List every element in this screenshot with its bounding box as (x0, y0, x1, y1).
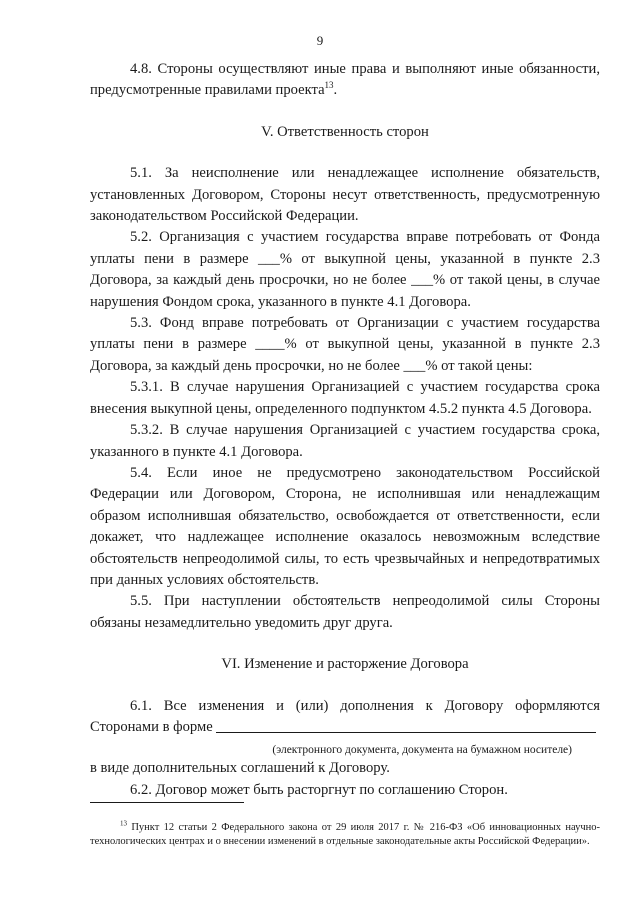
form-hint: (электронного документа, документа на бумажном носителе) (272, 744, 572, 757)
footnote-text: Пункт 12 статьи 2 Федерального закона от 29 июля 2017 г. № 216-ФЗ «Об инновационных научно-технологических центрах и о внесении изменений в отдельные законодательные акты Российской Федерации». (90, 821, 600, 847)
clause-6-1-tail: в виде дополнительных соглашений к Договору. (90, 760, 390, 777)
section-5-title: V. Ответственность сторон (261, 123, 429, 140)
clause-4-8 (90, 59, 600, 102)
document-body (90, 59, 600, 801)
clause-6-2: 6.2. Договор может быть расторгнут по соглашению Сторон. (130, 781, 508, 798)
clause-4-8-end: . (333, 82, 338, 99)
footnote-divider (90, 802, 244, 803)
form-blank-line (216, 718, 596, 733)
clause-6-1 (90, 696, 600, 739)
clause-6-1-lead: 6.1. Все изменения и (или) дополнения к Договору оформляются Сторонами в форме (90, 697, 600, 735)
clause-5-4: 5.4. Если иное не предусмотрено законодательством Российской Федерации или Договором, Сторона, не исполнившая или ненадлежащим образом исполнившая обязательство, освобождается от ответственности, если докажет, что надлежащее исполнение оказалось невозможным вследствие обстоятельств непреодолимой силы, то есть чрезвычайных и непредотвратимых при данных условиях обстоятельств. (90, 464, 600, 588)
footnote (90, 821, 600, 850)
clause-5-3-2: 5.3.2. В случае нарушения Организацией с участием государства срока, указанного в пункте 4.1 Договора. (90, 422, 600, 460)
section-6-title: VI. Изменение и расторжение Договора (221, 656, 469, 673)
footnote-number: 13 (120, 819, 127, 827)
clause-5-5: 5.5. При наступлении обстоятельств непреодолимой силы Стороны обязаны незамедлительно уведомить друг друга. (90, 593, 600, 631)
footnote-ref: 13 (324, 80, 334, 91)
page-number: 9 (316, 33, 324, 48)
clause-4-8-text: 4.8. Стороны осуществляют иные права и выполняют иные обязанности, предусмотренные правилами проекта (90, 61, 600, 99)
clause-5-1: 5.1. За неисполнение или ненадлежащее исполнение обязательств, установленных Договором, Стороны несут ответственность, предусмотренную законодательством Российской Федерации. (90, 165, 600, 225)
clause-5-3-1: 5.3.1. В случае нарушения Организацией с участием государства срока внесения выкупной цены, определенного подпунктом 4.5.2 пункта 4.5 Договора. (90, 379, 600, 417)
clause-5-3: 5.3. Фонд вправе потребовать от Организации с участием государства уплаты пени в размере ____% от выкупной цены, указанной в пункте 2.3 Договора, за каждый день просрочки, но не более ___% от такой цены: (90, 315, 600, 374)
clause-5-2: 5.2. Организация с участием государства вправе потребовать от Фонда уплаты пени в размере ___% от выкупной цены, указанной в пункте 2.3 Договора, за каждый день просрочки, но не более ___% от такой цены, в случае нарушения Фондом срока, указанного в пункте 4.1 Договора. (90, 229, 600, 310)
